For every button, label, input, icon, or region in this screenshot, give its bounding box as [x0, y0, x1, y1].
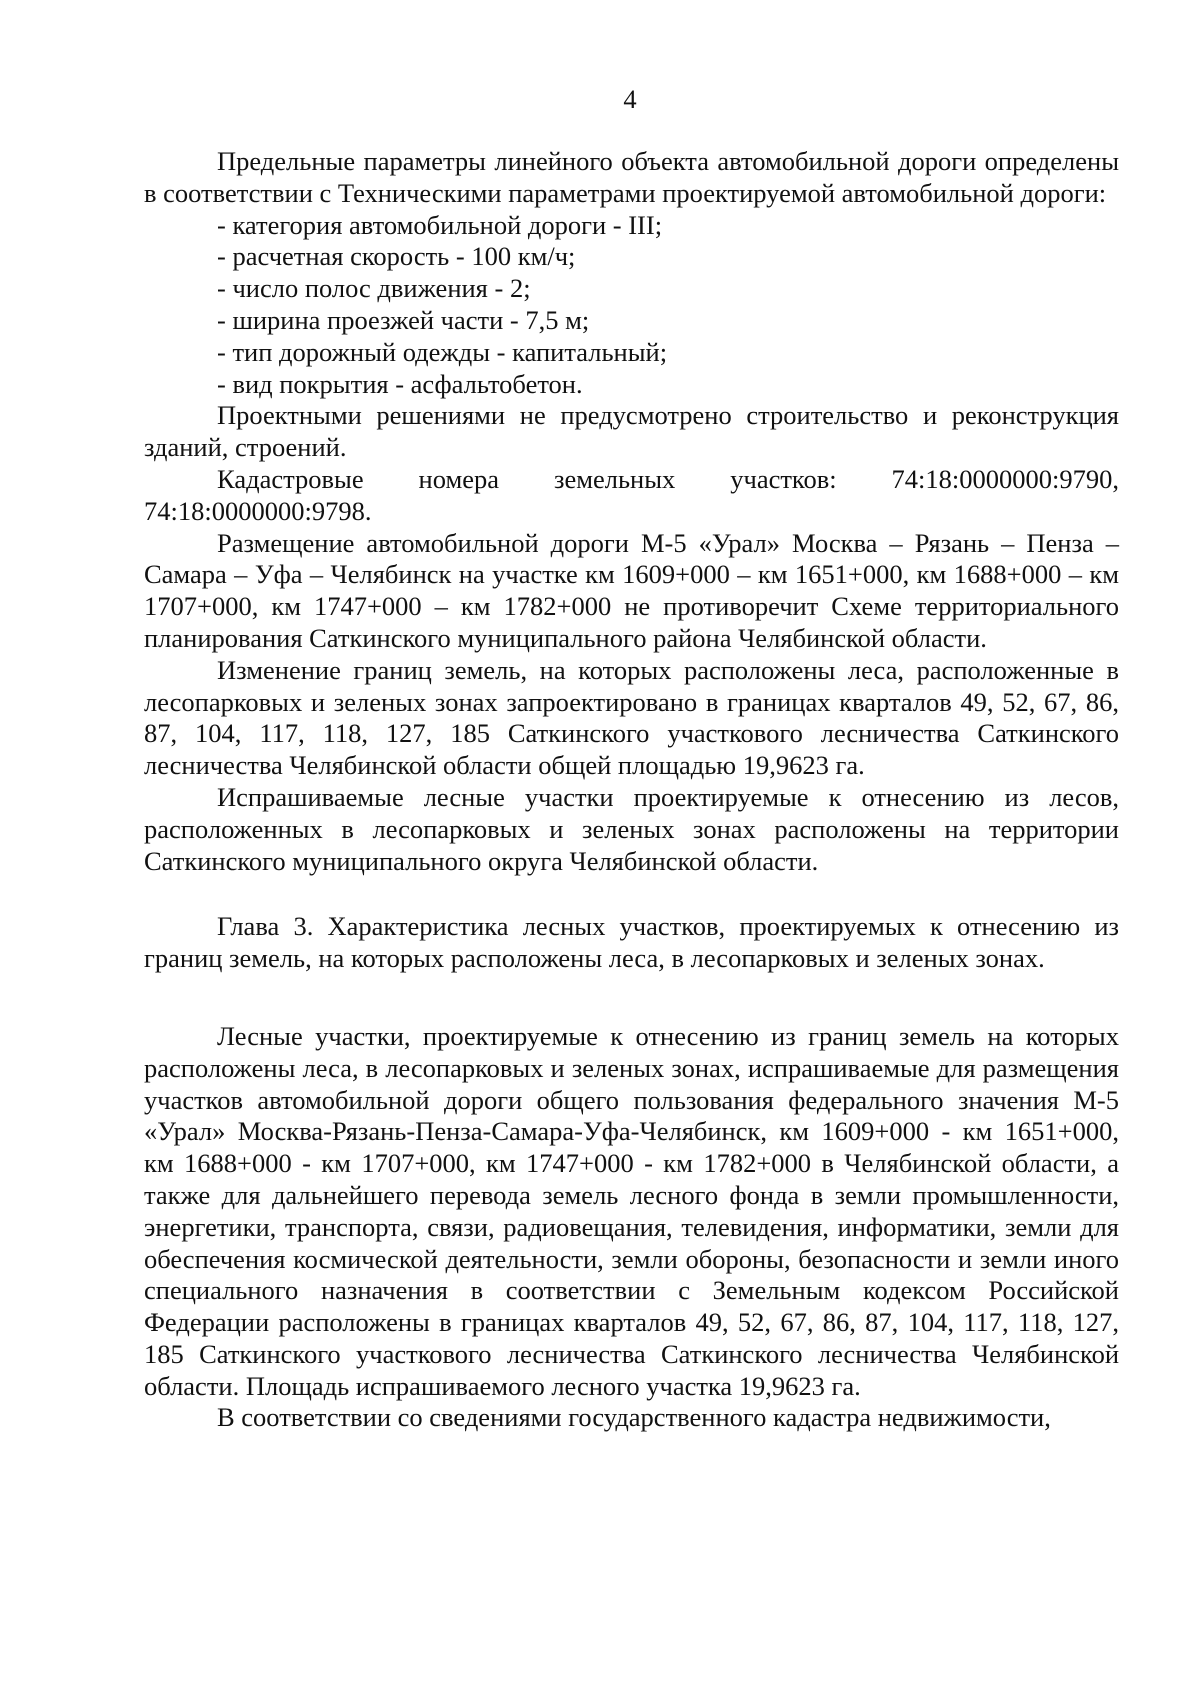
paragraph-boundary-change: Изменение границ земель, на которых расположены леса, расположенные в лесопарковых и зеленых зонах запроектировано в границах кварталов 49, 52, 67, 86, 87, 104, 117, 118, 127, 185 Саткинского участкового лесничества Саткинского лесничества Челябинской области общей площадью 19,9623 га.: [144, 654, 1119, 781]
list-item-carriageway-width: - ширина проезжей части - 7,5 м;: [217, 304, 590, 335]
list-item-pavement-type: - тип дорожный одежды - капитальный;: [217, 336, 668, 367]
list-item-road-category: - категория автомобильной дороги - III;: [217, 209, 663, 240]
paragraph-road-placement: Размещение автомобильной дороги М-5 «Урал» Москва – Рязань – Пенза – Самара – Уфа – Челябинск на участке км 1609+000 – км 1651+000, км 1688+000 – км 1707+000, км 1747+000 – км 1782+000 не противоречит Схеме территориального планирования Саткинского муниципального района Челябинской области.: [144, 527, 1119, 653]
list-item-lane-count: - число полос движения - 2;: [217, 273, 531, 304]
paragraph-no-construction: Проектными решениями не предусмотрено строительство и реконструкция зданий, строений.: [144, 400, 1119, 463]
page-number: 4: [623, 84, 637, 114]
paragraph-cadastral-numbers: Кадастровые номера земельных участков: 74:18:0000000:9790, 74:18:0000000:9798.: [144, 463, 1119, 526]
paragraph-forest-plots-description: Лесные участки, проектируемые к отнесению из границ земель на которых расположены леса, в лесопарковых и зеленых зонах, испрашиваемые для размещения участков автомобильной дороги общего пользования федерального значения М-5 «Урал» Москва-Рязань-Пенза-Самара-Уфа-Челябинск, км 1609+000 - км 1651+000, км 1688+000 - км 1707+000, км 1747+000 - км 1782+000 в Челябинской области, а также для дальнейшего перевода земель лесного фонда в земли промышленности, энергетики, транспорта, связи, радиовещания, телевидения, информатики, земли для обеспечения космической деятельности, земли обороны, безопасности и земли иного специального назначения в соответствии с Земельным кодексом Российской Федерации расположены в границах кварталов 49, 52, 67, 86, 87, 104, 117, 118, 127, 185 Саткинского участкового лесничества Саткинского лесничества Челябинской области. Площадь испрашиваемого лесного участка 19,9623 га.: [144, 1020, 1119, 1401]
paragraph-requested-plots-location: Испрашиваемые лесные участки проектируемые к отнесению из лесов, расположенных в лесопарковых и зеленых зонах расположены на территории Саткинского муниципального округа Челябинской области.: [144, 781, 1119, 876]
list-item-surface-type: - вид покрытия - асфальтобетон.: [217, 368, 583, 399]
document-body: [144, 146, 1119, 1434]
list-item-design-speed: - расчетная скорость - 100 км/ч;: [217, 241, 576, 272]
paragraph-cadastre-continuation: В соответствии со сведениями государственного кадастра недвижимости,: [217, 1402, 1051, 1433]
paragraph-road-parameters-intro: Предельные параметры линейного объекта автомобильной дороги определены в соответствии с Техническими параметрами проектируемой автомобильной дороги:: [144, 146, 1119, 208]
chapter-3-heading: Глава 3. Характеристика лесных участков, проектируемых к отнесению из границ земель, на которых расположены леса, в лесопарковых и зеленых зонах.: [144, 911, 1119, 974]
